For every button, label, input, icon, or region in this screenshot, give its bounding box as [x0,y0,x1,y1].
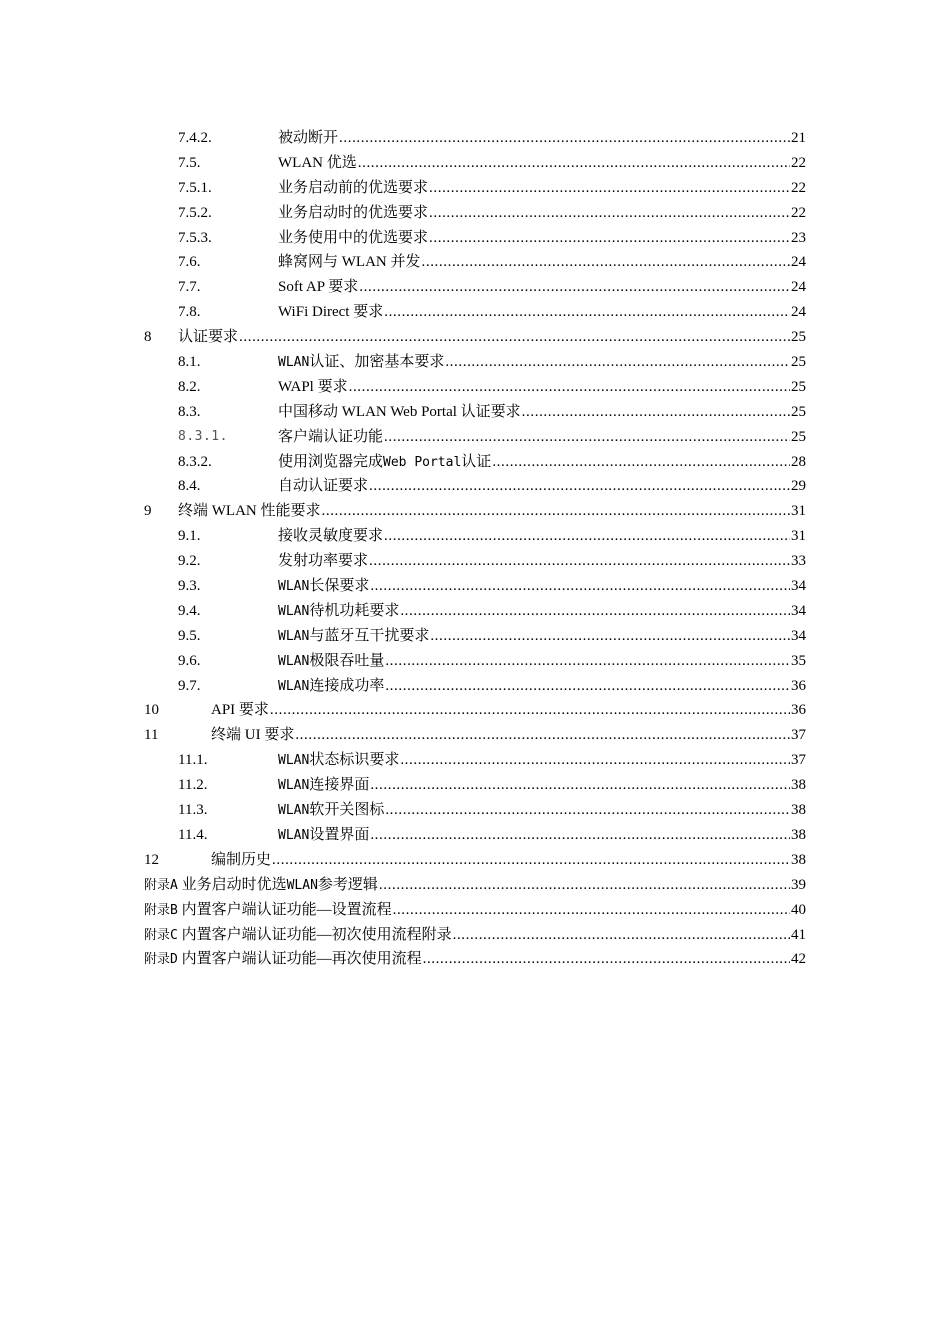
dot-leader [429,176,790,201]
toc-entry-page-number: 31 [791,528,806,545]
toc-entry-page-number: 25 [791,403,806,420]
toc-entry-title [278,574,369,600]
toc-entry[interactable] [0,226,950,251]
dot-leader [239,325,790,350]
toc-entry-number: 8.2. [178,378,201,395]
toc-entry-page-number: 21 [791,130,806,146]
dot-leader [430,624,790,649]
toc-entry-page-number: 34 [791,627,806,644]
toc-entry-page-number: 28 [791,453,806,470]
toc-entry-title-text: 业务使用中的优选要求 [278,229,429,246]
dot-leader [349,375,790,400]
toc-entry-number: 9.2. [178,553,201,570]
toc-entry-title-text: 自动认证要求 [278,478,369,495]
toc-entry-page-number: 22 [791,179,806,196]
toc-entry-title [278,524,383,549]
toc-entry-title-text: 终端 UI 要求 [211,727,295,744]
dot-leader [522,400,790,425]
toc-entry-title-text: API 要求 [211,702,269,719]
toc-entry-title [278,126,338,151]
toc-entry-number: 8 [144,329,152,346]
toc-entry[interactable] [0,898,950,923]
toc-entry-number: 10 [144,702,159,719]
toc-entry-page-number: 34 [791,602,806,619]
dot-leader [422,250,791,275]
toc-entry-page-number: 36 [791,702,806,719]
toc-entry-title-text: 发射功率要求 [278,553,369,570]
toc-entry-title-text: 认证 [461,453,492,470]
toc-entry-title-text: 内置客户端认证功能—初次使用流程附录 [181,926,452,943]
dot-leader [358,151,790,176]
appendix-label: 附录C [144,927,178,943]
toc-entry-number: 9.4. [178,602,201,619]
toc-entry-title-text: 长保要求 [309,578,370,595]
toc-entry[interactable] [0,549,950,574]
toc-entry-number: 11.3. [178,802,208,819]
toc-entry-page-number: 25 [791,428,806,445]
toc-entry[interactable] [0,524,950,549]
toc-entry-title-text: 待机功耗要求 [309,602,400,619]
toc-entry[interactable] [0,400,950,425]
toc-entry[interactable] [0,599,950,624]
toc-entry-title-prefix: WLAN [278,653,310,669]
toc-entry[interactable] [0,823,950,848]
toc-entry-number: 9.6. [178,652,201,669]
toc-entry-title-text: 接收灵敏度要求 [278,528,384,545]
toc-entry-title [278,226,428,251]
toc-entry-title [278,151,357,176]
toc-entry-title-prefix: WLAN [278,579,310,595]
toc-entry-number: 7.5.1. [178,179,212,196]
toc-entry-title-prefix: WLAN [278,628,310,644]
toc-entry-number: 8.3.2. [178,453,212,470]
toc-entry[interactable] [0,649,950,674]
toc-entry[interactable] [0,300,950,325]
dot-leader [423,947,790,972]
toc-entry-number: 8.1. [178,354,201,371]
toc-entry[interactable] [0,848,950,873]
toc-entry[interactable] [0,275,950,300]
toc-entry-title [278,350,444,376]
dot-leader [270,698,790,723]
toc-entry-title [144,898,392,924]
toc-entry-title-prefix: WLAN [278,678,310,694]
dot-leader [379,873,790,898]
toc-entry-title-part: 使用浏览器完成 [278,453,384,470]
toc-entry-title-text: 被动断开 [278,130,339,146]
toc-entry-title [278,300,383,325]
toc-entry-title [278,624,429,650]
toc-entry[interactable] [0,126,950,151]
toc-entry[interactable] [0,798,950,823]
toc-entry-page-number: 24 [791,304,806,321]
toc-entry-page-number: 37 [791,727,806,744]
toc-entry-page-number: 25 [791,378,806,395]
dot-leader [385,674,790,699]
toc-entry[interactable] [0,499,950,524]
toc-entry-page-number: 23 [791,229,806,246]
dot-leader [384,300,790,325]
toc-entry-title [278,450,491,476]
toc-entry-number: 11 [144,727,159,744]
toc-entry-title [144,947,422,973]
toc-entry-title-text: 业务启动前的优选要求 [278,179,429,196]
toc-entry-title-code: Web Portal [383,454,462,470]
toc-entry-title [278,474,368,499]
toc-entry-number: 7.4.2. [178,130,212,146]
toc-entry[interactable] [0,350,950,375]
toc-entry-title [211,698,269,723]
toc-entry-title-text: 与蓝牙互干扰要求 [309,627,430,644]
toc-entry[interactable] [0,176,950,201]
toc-entry-number: 7.5.3. [178,229,212,246]
toc-entry-number: 7.8. [178,304,201,321]
toc-entry-title-prefix: WLAN [278,827,310,843]
toc-entry-title-text: WAPl 要求 [278,378,348,395]
toc-entry[interactable] [0,674,950,699]
toc-entry-number: 9.1. [178,528,201,545]
toc-entry[interactable] [0,873,950,898]
dot-leader [370,574,790,599]
toc-entry-page-number: 41 [791,926,806,943]
dot-leader [339,126,790,151]
toc-entry-title-text: 软开关图标 [309,802,385,819]
toc-entry[interactable] [0,698,950,723]
dot-leader [369,549,790,574]
toc-entry-title [144,923,452,949]
dot-leader [385,649,790,674]
toc-entry-title-prefix: WLAN [278,355,310,371]
toc-entry-page-number: 24 [791,254,806,271]
toc-entry-number: 9.3. [178,578,201,595]
toc-entry[interactable] [0,923,950,948]
toc-entry[interactable] [0,201,950,226]
toc-entry-title-text: 终端 WLAN 性能要求 [178,503,321,520]
toc-entry-title [211,848,271,873]
toc-entry-number: 9.5. [178,627,201,644]
toc-entry-title-text: 内置客户端认证功能—设置流程 [181,901,392,918]
toc-entry[interactable] [0,375,950,400]
dot-leader [492,450,790,475]
toc-entry-title-prefix: WLAN [278,803,310,819]
toc-entry-title-code: WLAN [286,877,318,893]
toc-entry-page-number: 33 [791,553,806,570]
toc-entry-number: 8.3.1. [178,428,228,444]
toc-entry-number: 7.6. [178,254,201,271]
toc-entry-title-text: 极限吞吐量 [309,652,385,669]
toc-entry-page-number: 37 [791,752,806,769]
toc-entry-page-number: 22 [791,154,806,171]
toc-entry-number: 7.7. [178,279,201,296]
toc-entry-page-number: 40 [791,901,806,918]
toc-entry-number: 11.1. [178,752,208,769]
toc-entry-title-text: 认证要求 [178,329,239,346]
toc-entry-title [178,325,238,350]
dot-leader [400,748,790,773]
toc-entry[interactable] [0,151,950,176]
toc-entry-title-prefix: WLAN [278,753,310,769]
toc-entry-page-number: 42 [791,951,806,968]
dot-leader [393,898,790,923]
toc-entry-title-text: 连接成功率 [309,677,385,694]
appendix-label: 附录D [144,952,178,968]
appendix-label: 附录A [144,877,178,893]
appendix-label: 附录B [144,902,178,918]
toc-entry[interactable] [0,574,950,599]
toc-entry-page-number: 35 [791,652,806,669]
toc-entry-number: 8.3. [178,403,201,420]
toc-entry-page-number: 25 [791,354,806,371]
dot-leader [453,923,790,948]
toc-entry[interactable] [0,450,950,475]
toc-entry-number: 11.2. [178,777,208,794]
toc-entry[interactable] [0,474,950,499]
toc-entry-number: 9 [144,503,152,520]
toc-entry-title-text: 中国移动 WLAN Web Portal 认证要求 [278,403,521,420]
toc-entry-title [278,400,521,425]
toc-entry[interactable] [0,325,950,350]
toc-entry-title [278,748,399,774]
toc-entry-page-number: 22 [791,204,806,221]
toc-entry[interactable] [0,748,950,773]
toc-entry[interactable] [0,250,950,275]
dot-leader [322,499,791,524]
dot-leader [400,599,790,624]
toc-entry-number: 7.5.2. [178,204,212,221]
toc-entry-title-text: 参考逻辑 [317,876,378,893]
dot-leader [295,723,790,748]
table-of-contents [0,126,950,972]
toc-entry[interactable] [0,425,950,450]
toc-entry-title-text: 业务启动时的优选要求 [278,204,429,221]
toc-entry-title-text: 认证、加密基本要求 [309,354,445,371]
toc-entry-number: 7.5. [178,154,201,171]
toc-entry-title [278,599,399,625]
toc-entry-title [278,823,369,849]
dot-leader [359,275,790,300]
toc-entry-title-prefix: WLAN [278,778,310,794]
toc-entry-title [278,201,428,226]
toc-entry-title [278,250,421,275]
toc-entry[interactable] [0,773,950,798]
toc-entry-title-text: 连接界面 [309,777,370,794]
toc-entry-title [278,798,384,824]
toc-entry-title [278,425,383,450]
toc-entry-title [178,499,321,524]
dot-leader [370,773,790,798]
dot-leader [370,823,790,848]
toc-entry-title [278,674,384,700]
dot-leader [384,524,790,549]
toc-entry-page-number: 38 [791,777,806,794]
toc-entry-title [211,723,294,748]
toc-entry-title-part: 业务启动时优选 [181,876,287,893]
toc-entry-title [278,773,369,799]
toc-entry-title [278,375,348,400]
toc-entry-title-text: 编制历史 [211,851,272,868]
toc-entry-page-number: 39 [791,876,806,893]
toc-entry-title-text: 蜂窝网与 WLAN 并发 [278,254,421,271]
toc-entry-title-prefix: WLAN [278,603,310,619]
toc-entry-page-number: 24 [791,279,806,296]
toc-entry-title-text: WLAN 优选 [278,154,357,171]
dot-leader [384,425,790,450]
toc-entry-page-number: 38 [791,826,806,843]
toc-entry-page-number: 36 [791,677,806,694]
toc-entry-page-number: 34 [791,578,806,595]
toc-entry-title-text: 状态标识要求 [309,752,400,769]
toc-entry-number: 9.7. [178,677,201,694]
toc-entry-page-number: 31 [791,503,806,520]
toc-entry-page-number: 29 [791,478,806,495]
dot-leader [429,226,790,251]
toc-entry-number: 11.4. [178,826,208,843]
toc-entry[interactable] [0,723,950,748]
toc-entry-title-text: 客户端认证功能 [278,428,384,445]
toc-entry-title [278,549,368,574]
toc-entry-title-text: 内置客户端认证功能—再次使用流程 [181,951,422,968]
dot-leader [272,848,790,873]
toc-entry-title [278,176,428,201]
toc-entry[interactable] [0,624,950,649]
toc-entry-title [278,275,358,300]
toc-entry-title [278,649,384,675]
toc-entry-title-text: WiFi Direct 要求 [278,304,384,321]
dot-leader [445,350,790,375]
toc-entry-page-number: 38 [791,802,806,819]
dot-leader [429,201,790,226]
toc-entry[interactable] [0,947,950,972]
toc-entry-title-text: Soft AP 要求 [278,279,359,296]
toc-entry-page-number: 25 [791,329,806,346]
toc-entry-title [144,873,378,899]
toc-entry-number: 12 [144,851,159,868]
toc-entry-number: 8.4. [178,478,201,495]
toc-entry-page-number: 38 [791,851,806,868]
dot-leader [385,798,790,823]
toc-entry-title-text: 设置界面 [309,826,370,843]
dot-leader [369,474,790,499]
